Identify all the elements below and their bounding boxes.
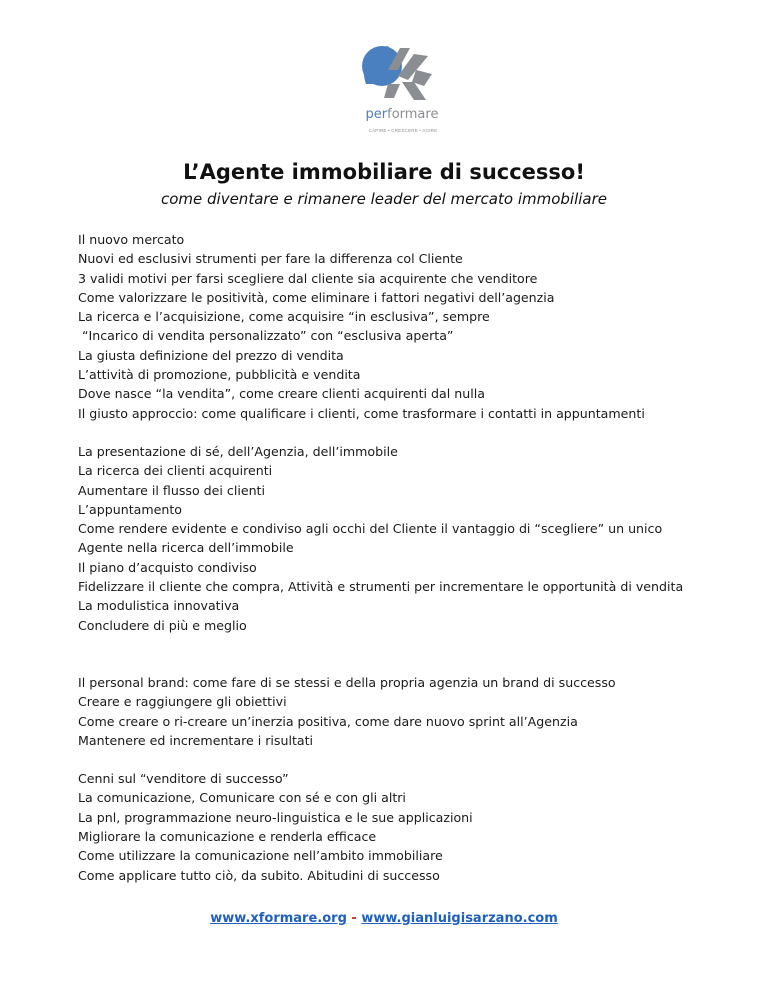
topic-line: Nuovi ed esclusivi strumenti per fare la differenza col Cliente xyxy=(78,251,463,267)
topic-line: Concludere di più e meglio xyxy=(78,617,247,633)
topic-line: Fidelizzare il cliente che compra, Attività e strumenti per incrementare le opportunità di vendita xyxy=(78,579,684,595)
topic-line: La presentazione di sé, dell’Agenzia, dell’immobile xyxy=(78,443,398,459)
brand-tagline: CAPIRE • CRESCERE • AGIRE xyxy=(368,128,438,133)
topic-line: Il personal brand: come fare di se stessi e della propria agenzia un brand di successo xyxy=(78,674,616,690)
topic-line: La giusta definizione del prezzo di vendita xyxy=(78,347,344,363)
topic-line: Il giusto approccio: come qualificare i clienti, come trasformare i contatti in appuntamenti xyxy=(78,405,645,421)
performare-logo xyxy=(358,40,442,138)
topic-line: Come utilizzare la comunicazione nell’ambito immobiliare xyxy=(78,848,443,864)
gianluigisarzano-link[interactable]: www.gianluigisarzano.com xyxy=(361,911,558,926)
topic-line: Come applicare tutto ciò, da subito. Abitudini di successo xyxy=(78,867,440,883)
brand-name xyxy=(360,108,444,122)
brand-name-part2: formare xyxy=(387,107,439,122)
topic-line: Il nuovo mercato xyxy=(78,232,185,247)
topic-line: Dove nasce “la vendita”, come creare clienti acquirenti dal nulla xyxy=(78,386,485,402)
topic-section-3 xyxy=(78,673,728,750)
topic-line: 3 validi motivi per farsi scegliere dal cliente sia acquirente che venditore xyxy=(78,270,538,286)
topic-line: L’appuntamento xyxy=(78,501,182,517)
xformare-link[interactable]: www.xformare.org xyxy=(210,911,347,926)
topic-line: La pnl, programmazione neuro-linguistica e le sue applicazioni xyxy=(78,809,473,825)
topic-line: “Incarico di vendita personalizzato” con “esclusiva aperta” xyxy=(78,328,454,344)
topic-line: La ricerca e l’acquisizione, come acquisire “in esclusiva”, sempre xyxy=(78,309,490,325)
brand-name-part1: per xyxy=(365,107,388,122)
document-subtitle: come diventare e rimanere leader del mercato immobiliare xyxy=(160,190,607,208)
topic-line: La ricerca dei clienti acquirenti xyxy=(78,463,273,479)
topic-line: Come creare o ri-creare un’inerzia positiva, come dare nuovo sprint all’Agenzia xyxy=(78,713,578,729)
course-topics xyxy=(78,230,728,885)
topic-line: Creare e raggiungere gli obiettivi xyxy=(78,694,287,710)
document-title: L’Agente immobiliare di successo! xyxy=(183,160,585,184)
topic-section-4 xyxy=(78,769,728,885)
footer-separator: - xyxy=(351,911,357,926)
topic-line: Come rendere evidente e condiviso agli occhi del Cliente il vantaggio di “scegliere” un unico Agente nella ricerca dell’immobile xyxy=(78,521,663,556)
topic-line: La comunicazione, Comunicare con sé e con gli altri xyxy=(78,790,406,806)
topic-line: Migliorare la comunicazione e renderla efficace xyxy=(78,829,377,845)
topic-line: Cenni sul “venditore di successo” xyxy=(78,771,289,787)
topic-line: L’attività di promozione, pubblicità e vendita xyxy=(78,367,361,383)
topic-line: Come valorizzare le positività, come eliminare i fattori negativi dell’agenzia xyxy=(78,289,555,305)
x-logo-icon xyxy=(358,40,442,110)
topic-line: Il piano d’acquisto condiviso xyxy=(78,559,257,575)
topic-line: La modulistica innovativa xyxy=(78,598,240,614)
topic-section-1 xyxy=(78,230,728,423)
footer-links xyxy=(0,911,768,926)
topic-line: Mantenere ed incrementare i risultati xyxy=(78,732,314,748)
topic-line: Aumentare il flusso dei clienti xyxy=(78,482,265,498)
topic-section-2 xyxy=(78,442,728,635)
